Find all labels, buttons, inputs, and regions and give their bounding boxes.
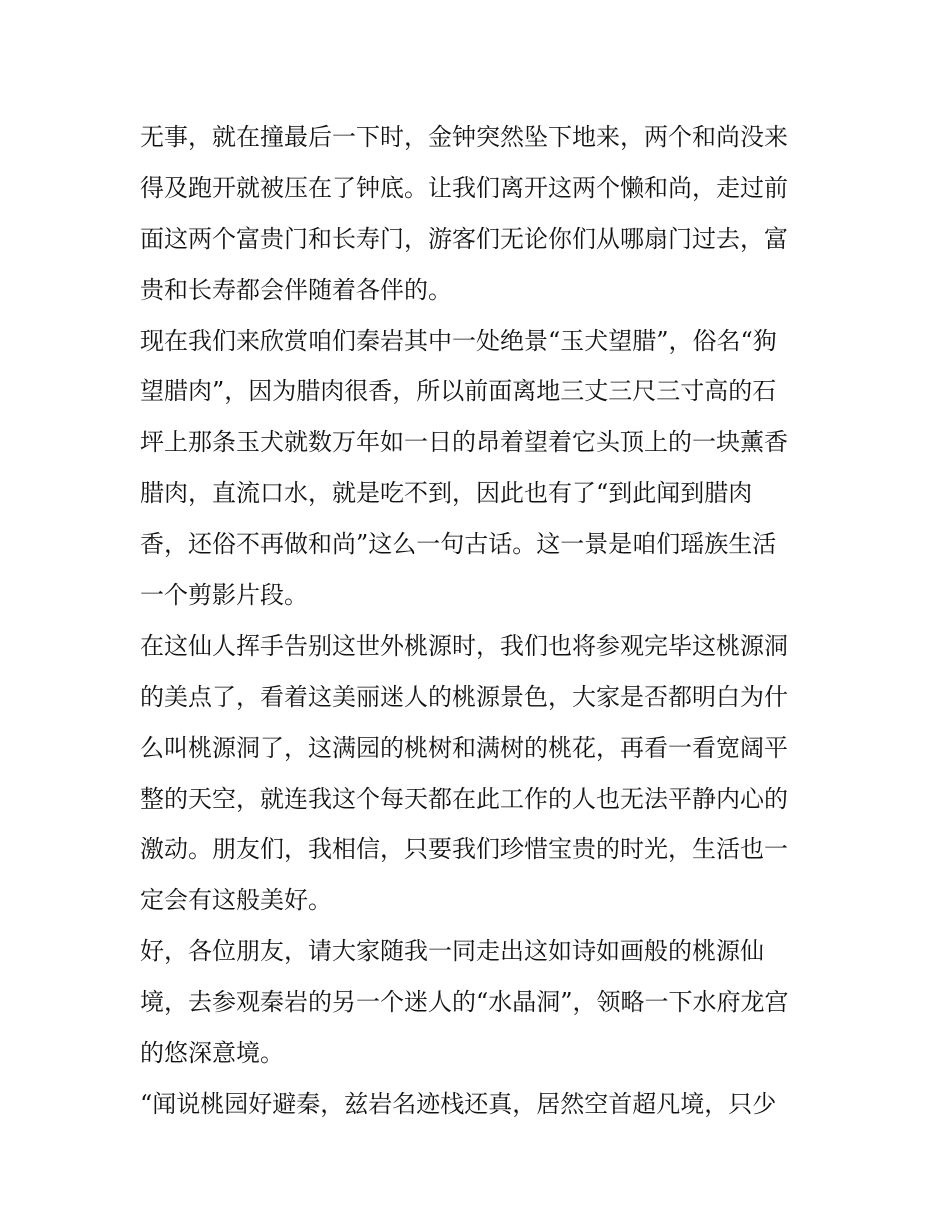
text-line: 定会有这般美好。 [140, 886, 332, 915]
text-line: 无事，就在撞最后一下时，金钟突然坠下地来，两个和尚没来 [140, 123, 788, 151]
text-line: 得及跑开就被压在了钟底。让我们离开这两个懒和尚，走过前 [140, 173, 788, 202]
text-line: 激动。朋友们，我相信，只要我们珍惜宝贵的时光，生活也一 [140, 835, 788, 864]
document-body [140, 112, 816, 1130]
text-line: 好，各位朋友，请大家随我一同走出这如诗如画般的桃源仙 [140, 937, 764, 966]
text-line: 现在我们来欣赏咱们秦岩其中一处绝景“玉犬望腊”，俗名“狗 [140, 326, 777, 355]
text-line: 的美点了，看着这美丽迷人的桃源景色，大家是否都明白为什 [140, 682, 788, 711]
text-line: 境，去参观秦岩的另一个迷人的“水晶洞”，领略一下水府龙宫 [140, 988, 789, 1017]
text-line: 一个剪影片段。 [140, 581, 308, 610]
text-line: 坪上那条玉犬就数万年如一日的昂着望着它头顶上的一块薰香 [140, 428, 788, 457]
text-line: 整的天空，就连我这个每天都在此工作的人也无法平静内心的 [140, 784, 788, 813]
text-line: 么叫桃源洞了，这满园的桃树和满树的桃花，再看一看宽阔平 [140, 733, 788, 762]
text-line: “闻说桃园好避秦，兹岩名迹栈还真，居然空首超凡境，只少 [140, 1089, 777, 1118]
text-line: 香，还俗不再做和尚”这么一句古话。这一景是咱们瑶族生活 [140, 530, 777, 559]
text-line: 贵和长寿都会伴随着各伴的。 [140, 275, 452, 304]
text-line: 望腊肉”，因为腊肉很香，所以前面离地三丈三尺三寸高的石 [140, 377, 777, 406]
text-line: 在这仙人挥手告别这世外桃源时，我们也将参观完毕这桃源洞 [140, 631, 788, 660]
text-line: 的悠深意境。 [140, 1039, 284, 1068]
text-line: 腊肉，直流口水，就是吃不到，因此也有了“到此闻到腊肉 [140, 479, 753, 508]
text-line: 面这两个富贵门和长寿门，游客们无论你们从哪扇门过去，富 [140, 224, 788, 253]
